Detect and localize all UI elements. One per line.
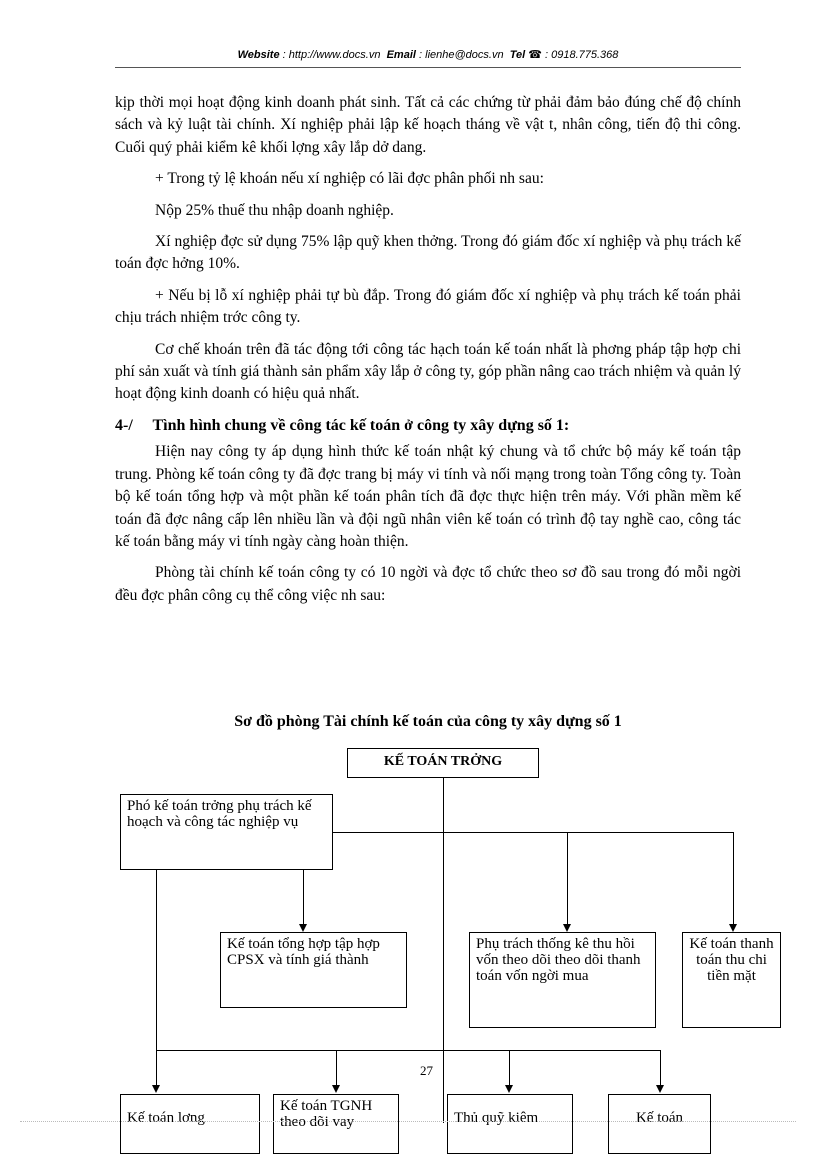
- email-value: : lienhe@docs.vn: [419, 49, 504, 61]
- connector: [156, 1050, 661, 1051]
- website-label: Website: [237, 49, 280, 61]
- connector: [303, 870, 304, 924]
- page-number: 27: [420, 1063, 433, 1078]
- treasurer-box: Thủ quỹ kiêm: [447, 1094, 573, 1154]
- connector: [660, 1050, 661, 1085]
- connector: [336, 1050, 337, 1085]
- paragraph: Cơ chế khoán trên đã tác động tới công tác hạch toán kế toán nhất là phơng pháp tập hợp chi phí sản xuất và tính giá thành sản phẩm xây lắp ở công ty, góp phần nâng cao trách nhiệm và quản lý hoạt động kinh doanh có hiệu quả nhất.: [115, 340, 741, 403]
- page-bottom-divider: [20, 1121, 796, 1122]
- page-header: [115, 48, 741, 61]
- paragraph: Xí nghiệp đợc sử dụng 75% lập quỹ khen thởng. Trong đó giám đốc xí nghiệp và phụ trách kế toán đợc hởng 10%.: [115, 233, 741, 273]
- cash-payment-box: Kế toán thanh toán thu chi tiền mặt: [682, 932, 781, 1028]
- arrow-down-icon: [656, 1085, 664, 1093]
- section-title: Tình hình chung về công tác kế toán ở công ty xây dựng số 1:: [152, 416, 570, 434]
- salary-accounting-box: Kế toán lơng: [120, 1094, 260, 1154]
- paragraph: + Trong tỷ lệ khoán nếu xí nghiệp có lãi đợc phân phối nh sau:: [155, 170, 544, 188]
- paragraph: Phòng tài chính kế toán công ty có 10 ngời và đợc tổ chức theo sơ đồ sau trong đó mỗi ngời đều đợc phân công cụ thể công việc nh sau:: [115, 564, 741, 604]
- paragraph: + Nếu bị lỗ xí nghiệp phải tự bù đắp. Trong đó giám đốc xí nghiệp và phụ trách kế toán phải chịu trách nhiệm trớc công ty.: [115, 286, 741, 327]
- connector: [567, 832, 568, 924]
- bank-deposit-box: Kế toán TGNH theo dõi vay: [273, 1094, 399, 1154]
- email-label: Email: [386, 49, 416, 61]
- connector: [509, 1050, 510, 1085]
- body-text: [115, 92, 741, 616]
- other-accounting-box: Kế toán: [608, 1094, 711, 1154]
- paragraph: Hiện nay công ty áp dụng hình thức kế toán nhật ký chung và tổ chức bộ máy kế toán tập trung. Phòng kế toán công ty đã đợc trang bị máy vi tính và nối mạng trong toàn Tổng công ty. Toàn bộ kế toán tổng hợp và một phần kế toán phân tích đã đợc thực hiện trên máy. Với phần mềm kế toán đã đợc nâng cấp lên nhiều lần và đội ngũ nhân viên kế toán có trình độ tay nghề cao, công tác kế toán bằng máy vi tính ngày càng hoàn thiện.: [115, 443, 741, 550]
- section-heading: [115, 415, 741, 437]
- connector: [733, 832, 734, 924]
- tel-label: Tel ☎: [509, 49, 542, 61]
- section-number: 4-/: [115, 416, 133, 434]
- deputy-chief-box: Phó kế toán trởng phụ trách kế hoạch và công tác nghiệp vụ: [120, 794, 333, 870]
- general-accounting-box: Kế toán tổng hợp tập hợp CPSX và tính giá thành: [220, 932, 407, 1008]
- header-divider: [115, 67, 741, 68]
- arrow-down-icon: [729, 924, 737, 932]
- arrow-down-icon: [563, 924, 571, 932]
- website-value: : http://www.docs.vn: [282, 49, 381, 61]
- tel-value: : 0918.775.368: [545, 49, 619, 61]
- chief-accountant-box: KẾ TOÁN TRỞNG: [347, 748, 539, 778]
- arrow-down-icon: [505, 1085, 513, 1093]
- connector: [156, 870, 157, 1085]
- diagram-title: Sơ đồ phòng Tài chính kế toán của công ty xây dựng số 1: [234, 713, 622, 730]
- paragraph: Nộp 25% thuế thu nhập doanh nghiệp.: [155, 201, 394, 219]
- paragraph: kịp thời mọi hoạt động kinh doanh phát sinh. Tất cả các chứng từ phải đảm bảo đúng chế độ chính sách và kỷ luật tài chính. Xí nghiệp phải lập kế hoạch tháng về vật t, nhân công, tiến độ thi công. Cuối quý phải kiểm kê khối lợng xây lắp dở dang.: [115, 94, 741, 156]
- arrow-down-icon: [152, 1085, 160, 1093]
- arrow-down-icon: [299, 924, 307, 932]
- arrow-down-icon: [332, 1085, 340, 1093]
- connector: [443, 777, 444, 1123]
- capital-recovery-box: Phụ trách thống kê thu hồi vốn theo dõi theo dõi thanh toán vốn ngời mua: [469, 932, 656, 1028]
- connector: [333, 832, 734, 833]
